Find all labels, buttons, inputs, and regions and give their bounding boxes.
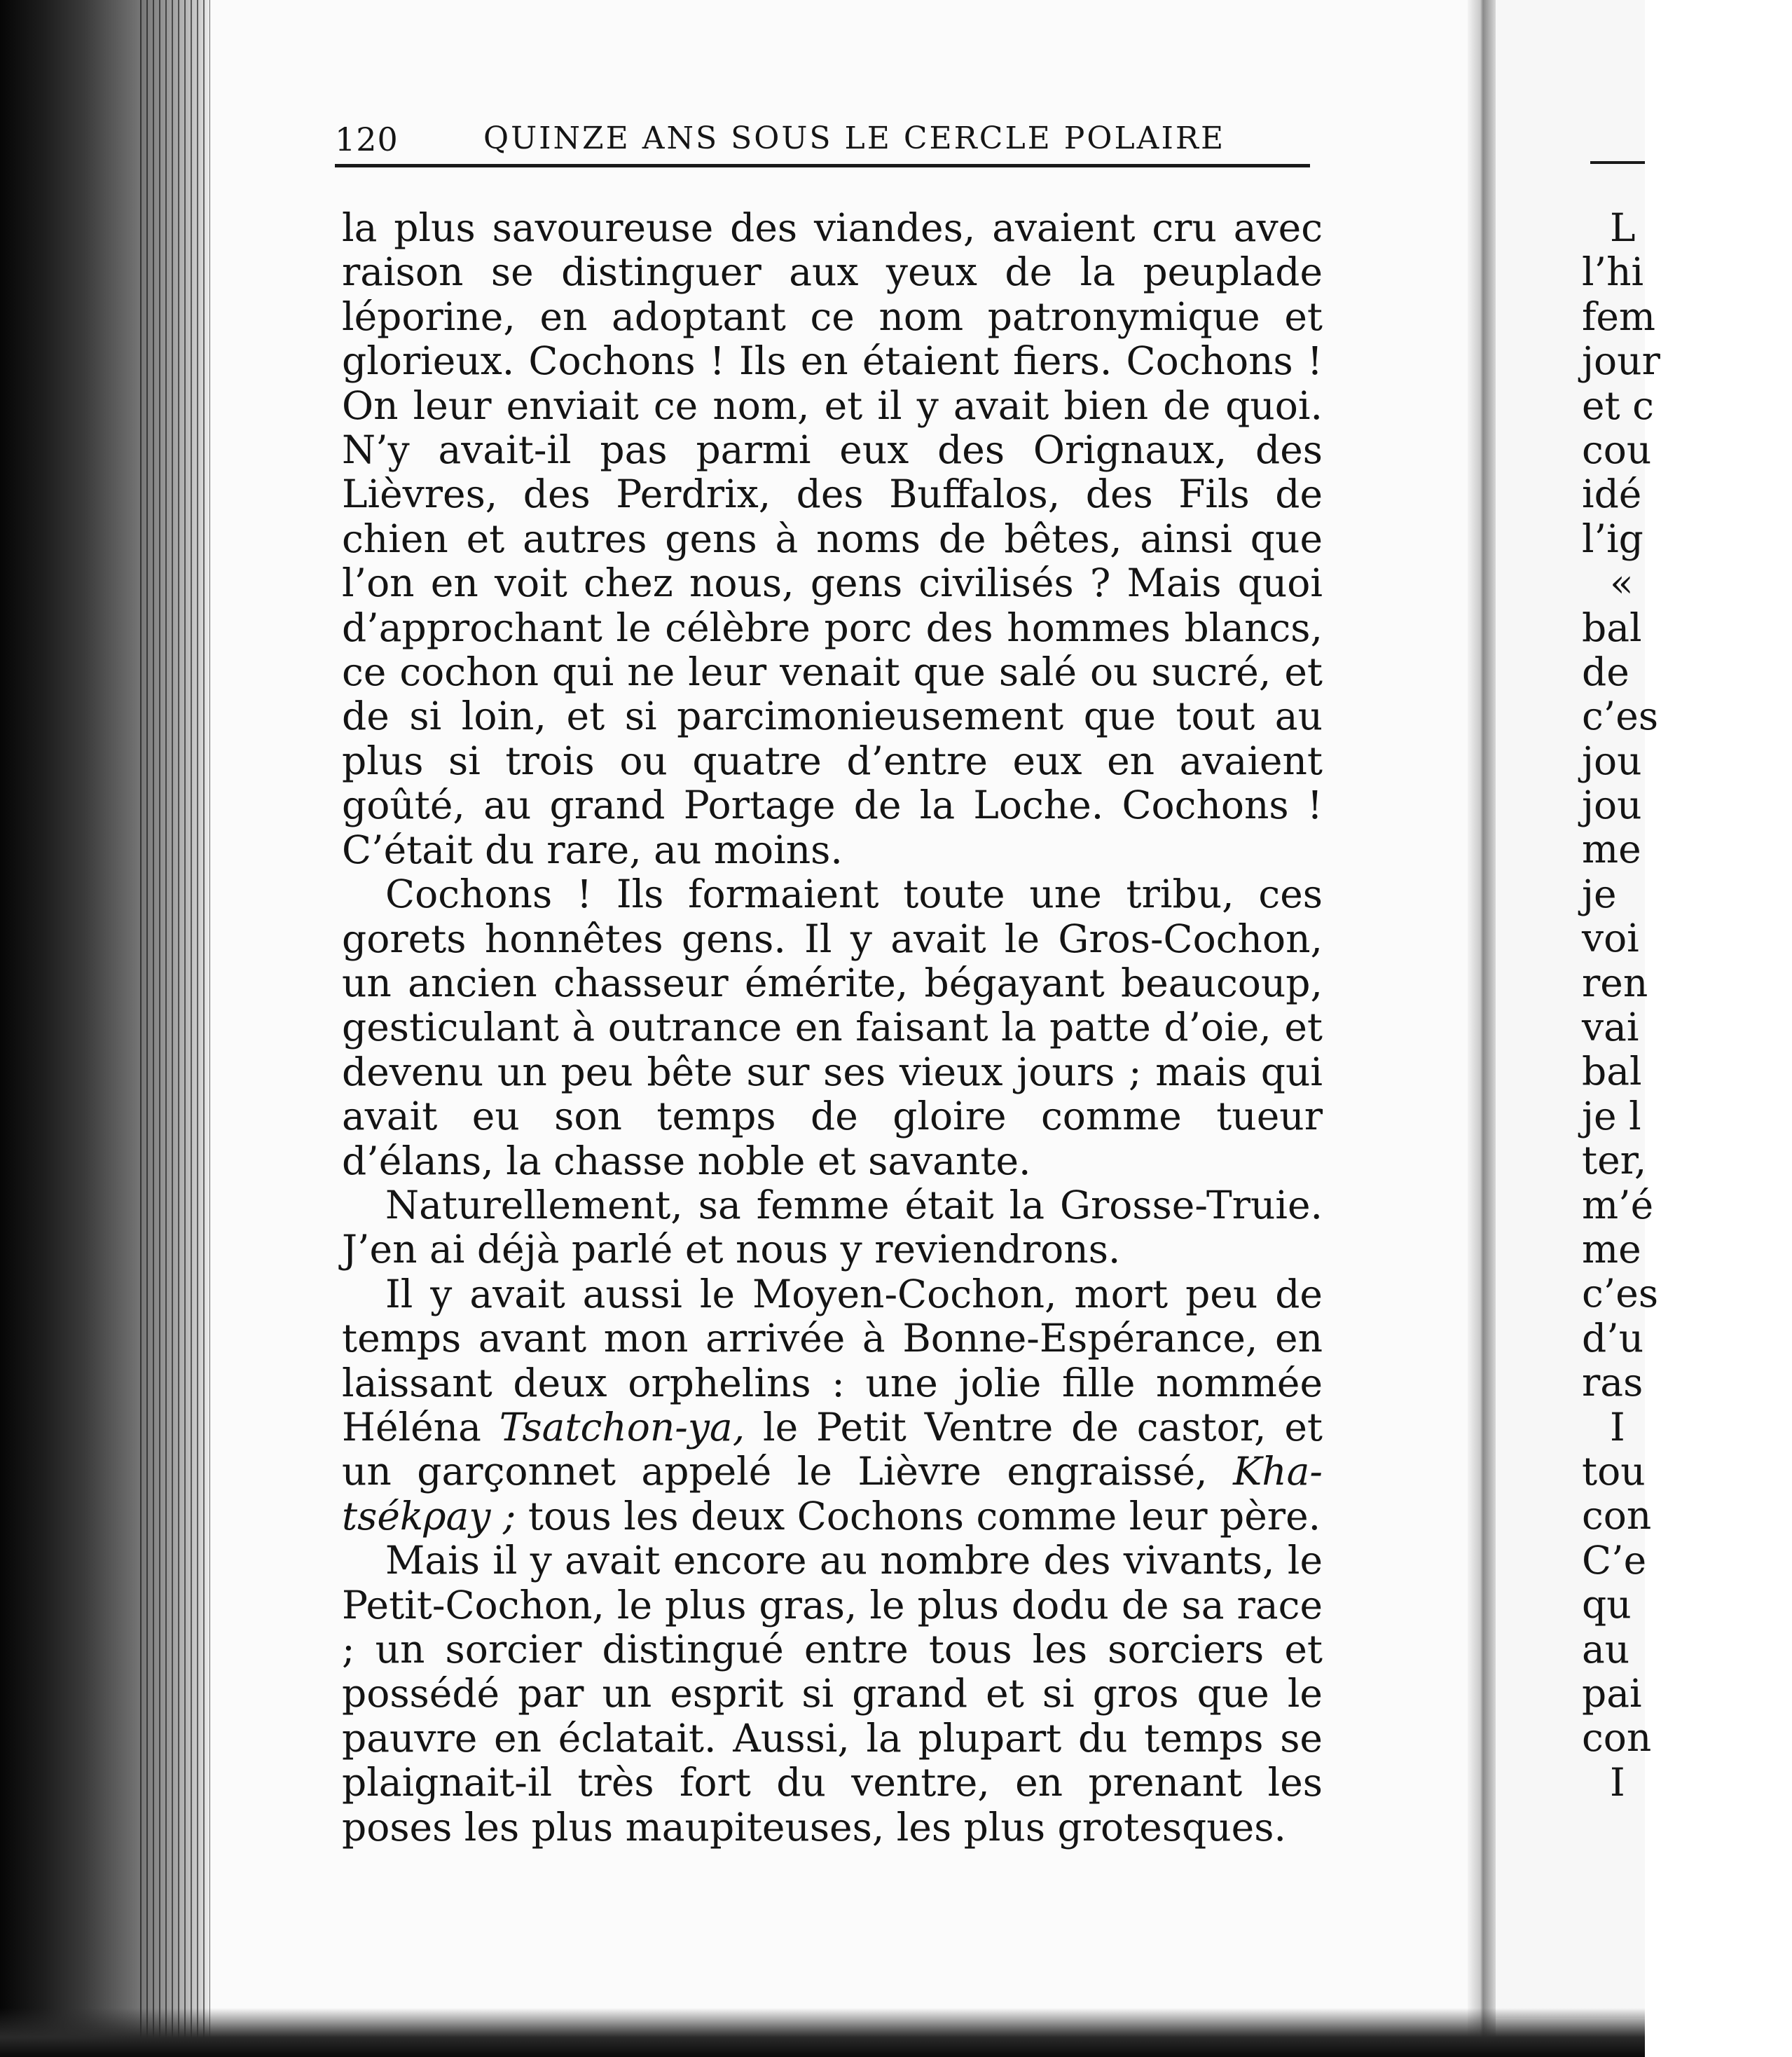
right-page-line-fragment: ter,: [1582, 1138, 1647, 1183]
paragraph-4-text-a: Il y avait aussi le Moyen-Cochon, mort peu de temps avant mon arrivée à Bonne-Espérance, en laissant deux orphelins : une jolie fille nommée Héléna: [342, 1271, 1323, 1450]
paragraph-4-text-c: tous les deux Cochons comme leur père.: [516, 1493, 1321, 1539]
right-page-line-fragment: ras: [1582, 1360, 1643, 1405]
paragraph-4-text-b: le Petit Ventre de castor, et un garçonnet appelé le Lièvre engraissé,: [342, 1404, 1323, 1494]
right-page-line-fragment: qu: [1582, 1582, 1632, 1628]
right-page-line-fragment: au: [1582, 1626, 1630, 1672]
right-page-line-fragment: L: [1610, 205, 1636, 250]
page-stack-edges: [140, 0, 210, 2057]
right-page-line-fragment: C’e: [1582, 1537, 1647, 1583]
right-page-line-fragment: voi: [1582, 916, 1639, 961]
paragraph-4: [342, 1272, 1323, 1539]
right-page-line-fragment: fem: [1582, 294, 1656, 339]
center-gutter: [1468, 0, 1496, 2057]
paragraph-2: Cochons ! Ils formaient toute une tribu, ces gorets honnêtes gens. Il y avait le Gros-Cochon, un ancien chasseur émérite, bégayant beaucoup, gesticulant à outrance en faisant la patte d’oie, et devenu un peu bête sur ses vieux jours ; mais qui avait eu son temps de gloire comme tueur d’élans, la chasse noble et savante.: [342, 872, 1323, 1183]
right-page-line-fragment: c’es: [1582, 694, 1659, 739]
right-page-line-fragment: jou: [1582, 783, 1642, 828]
right-page-line-fragment: me: [1582, 827, 1641, 872]
paragraph-4-italic-name-2: Kha-tsékρay ;: [342, 1449, 1323, 1539]
right-page-line-fragment: c’es: [1582, 1271, 1659, 1316]
right-page-line-fragment: con: [1582, 1493, 1652, 1539]
right-page-line-fragment: d’u: [1582, 1315, 1644, 1361]
right-page-line-fragment: l’hi: [1582, 249, 1644, 295]
right-page-line-fragment: I: [1610, 1759, 1625, 1805]
right-page-line-fragment: tou: [1582, 1448, 1646, 1494]
bottom-page-edge: [0, 2008, 1645, 2057]
right-page-line-fragment: vai: [1582, 1005, 1639, 1050]
header-rule: [335, 164, 1310, 167]
page-number: 120: [335, 121, 399, 158]
right-page-line-fragment: je: [1582, 871, 1617, 916]
paragraph-4-italic-name-1: Tsatchon-ya,: [499, 1404, 745, 1450]
right-page-line-fragment: et c: [1582, 383, 1654, 428]
right-page-line-fragment: me: [1582, 1226, 1641, 1272]
right-page-line-fragment: con: [1582, 1715, 1652, 1761]
running-title: QUINZE ANS SOUS LE CERCLE POLAIRE: [483, 121, 1226, 156]
right-page-line-fragment: «: [1610, 560, 1634, 606]
right-page-clip: [1496, 0, 1660, 2018]
right-page-line-fragment: jou: [1582, 738, 1642, 783]
paragraph-5: Mais il y avait encore au nombre des vivants, le Petit-Cochon, le plus gras, le plus dodu de sa race ; un sorcier distingué entre tous les sorciers et possédé par un esprit si grand et si gros que le pauvre en éclatait. Aussi, la plupart du temps se plaignait-il très fort du ventre, en prenant les poses les plus maupiteuses, les plus grotesques.: [342, 1538, 1323, 1850]
right-page-line-fragment: idé: [1582, 472, 1642, 517]
right-page-line-fragment: bal: [1582, 605, 1642, 650]
paragraph-1: la plus savoureuse des viandes, avaient cru avec raison se distinguer aux yeux de la peuplade léporine, en adoptant ce nom patronymique et glorieux. Cochons ! Ils en étaient fiers. Cochons ! On leur enviait ce nom, et il y avait bien de quoi. N’y avait-il pas parmi eux des Orignaux, des Lièvres, des Perdrix, des Buffalos, des Fils de chien et autres gens à noms de bêtes, ainsi que l’on en voit chez nous, gens civilisés ? Mais quoi d’approchant le célèbre porc des hommes blancs, ce cochon qui ne leur venait que salé ou sucré, et de si loin, et si parcimonieusement que tout au plus si trois ou quatre d’entre eux en avaient goûté, au grand Portage de la Loche. Cochons ! C’était du rare, au moins.: [342, 205, 1323, 872]
right-page-line-fragment: de: [1582, 649, 1629, 694]
paragraph-3: Naturellement, sa femme était la Grosse-Truie. J’en ai déjà parlé et nous y reviendrons.: [342, 1182, 1323, 1272]
running-header: [335, 113, 1310, 170]
right-page-line-fragment: jour: [1582, 338, 1660, 384]
page-body-text: [342, 206, 1323, 1850]
right-page-line-fragment: ren: [1582, 960, 1648, 1005]
right-page-text-fragments: [1582, 206, 1792, 1805]
right-page-line-fragment: bal: [1582, 1049, 1642, 1094]
right-page-line-fragment: je l: [1582, 1093, 1641, 1138]
right-page-line-fragment: m’é: [1582, 1182, 1654, 1227]
right-page-line-fragment: cou: [1582, 427, 1652, 472]
right-page-line-fragment: l’ig: [1582, 516, 1643, 561]
right-page-line-fragment: I: [1610, 1404, 1625, 1450]
right-page-line-fragment: pai: [1582, 1670, 1642, 1716]
